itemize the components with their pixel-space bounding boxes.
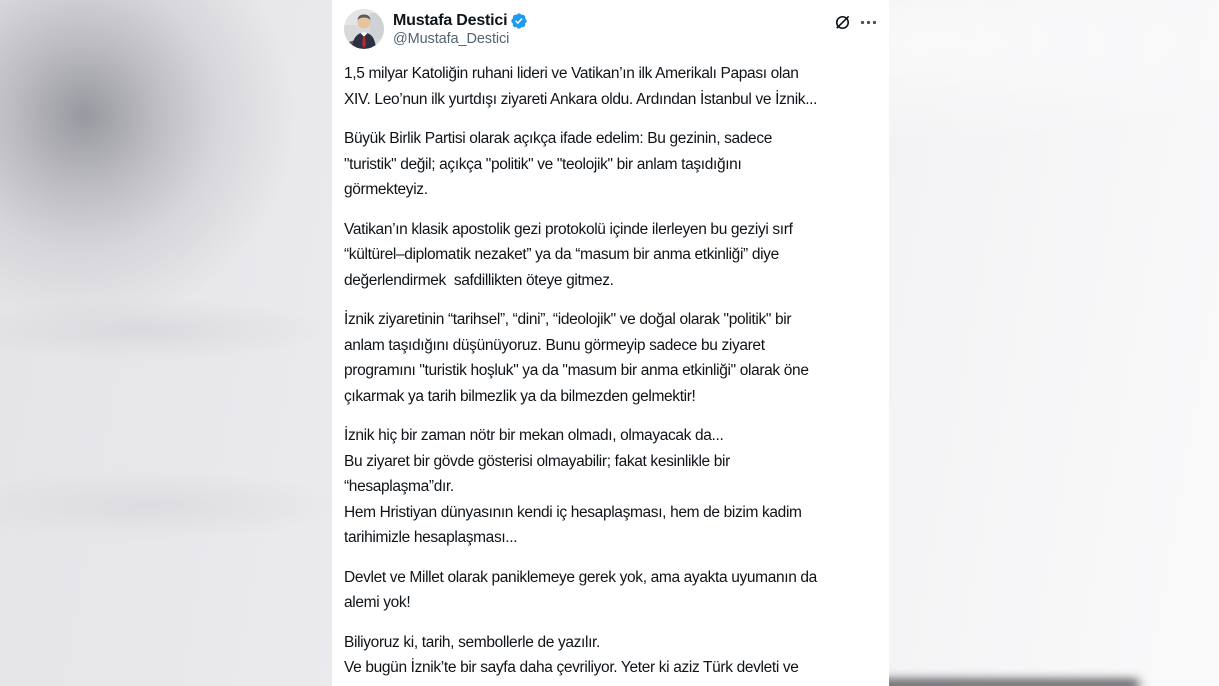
tweet-text-line: Hem Hristiyan dünyasının kendi iç hesaplaşması, hem de bizim kadim	[344, 503, 802, 521]
tweet-text-line: Bu ziyaret bir gövde gösterisi olmayabilir; fakat kesinlikle bir	[344, 452, 730, 470]
tweet-text	[344, 61, 884, 681]
more-ellipsis-icon	[860, 14, 877, 31]
tweet-text-line: 1,5 milyar Katoliğin ruhani lideri ve Vatikan’ın ilk Amerikalı Papası olan	[344, 65, 799, 82]
avatar[interactable]	[344, 9, 384, 49]
tweet-text-line: görmekteyiz.	[344, 181, 428, 198]
tweet-text-line: anlam taşıdığını düşünüyoruz. Bunu görmeyip sadece bu ziyaret	[344, 336, 765, 354]
more-menu-button[interactable]	[860, 14, 877, 31]
tweet-text-line: İznik hiç bir zaman nötr bir mekan olmadı, olmayacak da...	[344, 427, 724, 444]
tweet-text-line: "turistik" değil; açıkça "politik" ve "teolojik" bir anlam taşıdığını	[344, 155, 742, 173]
tweet-text-line: tarihimizle hesaplaşması...	[344, 529, 518, 546]
tweet-text-line: “kültürel–diplomatik nezaket” ya da “masum bir anma etkinliği” diye	[344, 246, 779, 263]
tweet-paragraph	[344, 565, 884, 616]
tweet-header-actions	[834, 14, 877, 31]
tweet-paragraph	[344, 630, 884, 681]
author-identity	[393, 9, 528, 48]
tweet-text-line: değerlendirmek safdillikten öteye gitmez.	[344, 271, 614, 289]
tweet-text-line: XIV. Leo’nun ilk yurtdışı ziyareti Ankara oldu. Ardından İstanbul ve İznik...	[344, 90, 818, 108]
tweet-text-line: programını "turistik hoşluk" ya da "masum bir anma etkinliği" olarak öne	[344, 362, 809, 379]
author-handle[interactable]: @Mustafa_Destici	[393, 31, 510, 47]
tweet-text-line: Büyük Birlik Partisi olarak açıkça ifade edelim: Bu gezinin, sadece	[344, 130, 772, 147]
grok-actions-button[interactable]	[834, 14, 851, 31]
tweet-header	[344, 9, 528, 49]
tweet-paragraph	[344, 423, 884, 551]
author-name[interactable]: Mustafa Destici	[393, 12, 508, 29]
grok-icon	[834, 14, 851, 31]
tweet-text-line: Vatikan’ın klasik apostolik gezi protokolü içinde ilerleyen bu geziyi sırf	[344, 220, 793, 238]
tweet-card	[332, 0, 889, 686]
tweet-text-line: İznik ziyaretinin “tarihsel”, “dini”, “ideolojik" ve doğal olarak "politik" bir	[344, 311, 792, 328]
tweet-text-line: alemi yok!	[344, 594, 411, 611]
tweet-paragraph	[344, 126, 884, 203]
tweet-text-line: “hesaplaşma”dır.	[344, 478, 454, 495]
tweet-paragraph	[344, 217, 884, 294]
author-name-row	[393, 12, 528, 30]
tweet-text-line: Ve bugün İznik’te bir sayfa daha çevriliyor. Yeter ki aziz Türk devleti ve	[344, 659, 799, 676]
verified-badge-icon	[510, 12, 528, 30]
avatar-photo	[344, 9, 384, 49]
tweet-text-line: çıkarmak ya tarih bilmezlik ya da bilmezden gelmektir!	[344, 387, 696, 405]
tweet-paragraph	[344, 307, 884, 409]
tweet-text-line: Biliyoruz ki, tarih, sembollerle de yazılır.	[344, 633, 600, 651]
tweet-paragraph	[344, 61, 884, 112]
tweet-text-line: Devlet ve Millet olarak paniklemeye gerek yok, ama ayakta uyumanın da	[344, 568, 817, 586]
